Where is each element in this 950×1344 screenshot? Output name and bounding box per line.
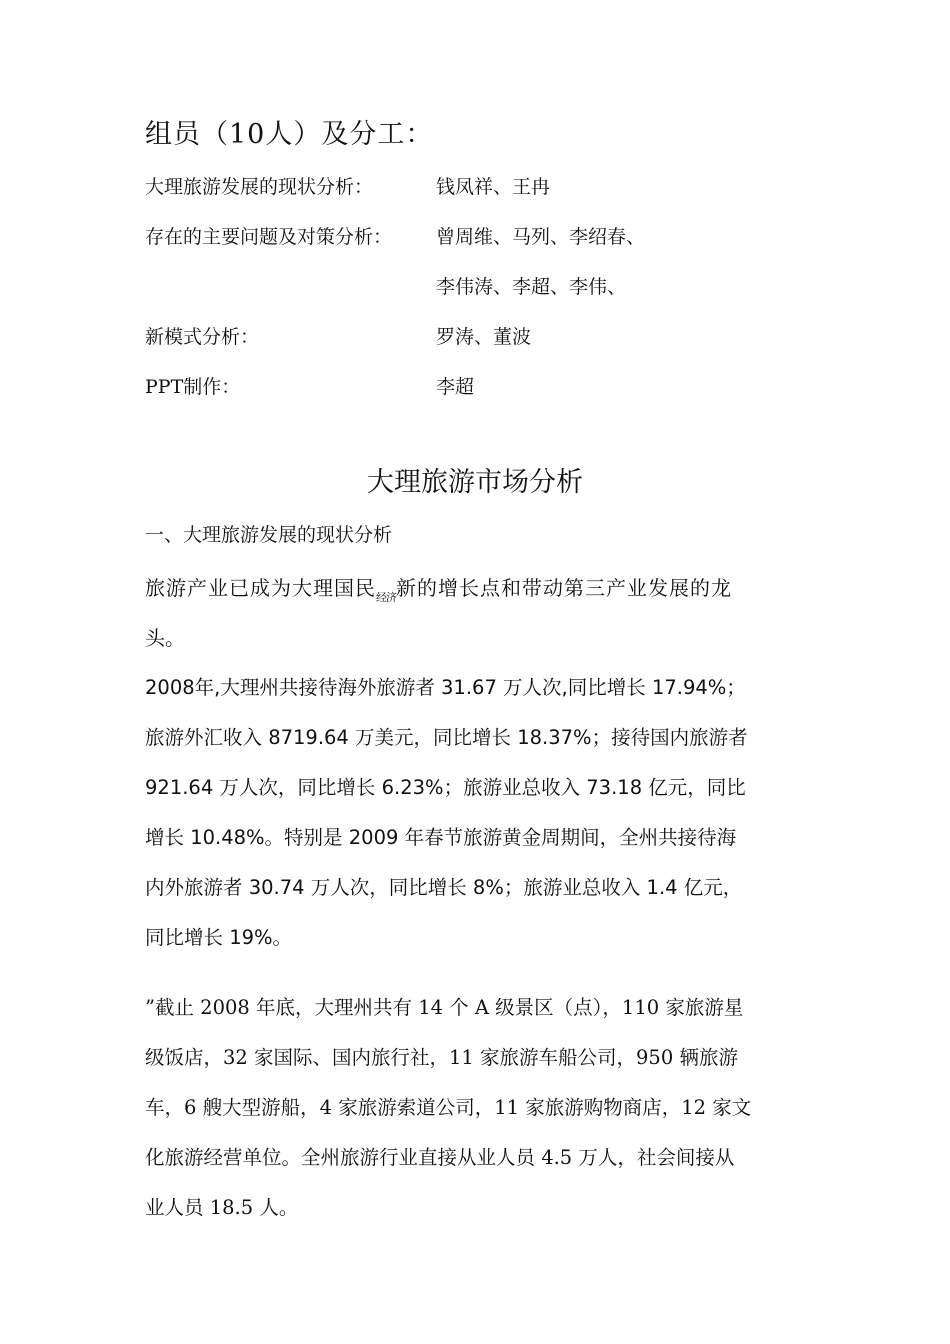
assignment-names: 李伟涛、李超、李伟、: [436, 276, 627, 298]
intro-text-before: 旅游产业已成为大理国民: [145, 576, 376, 600]
assignment-role: PPT制作：: [145, 376, 241, 398]
intro-small-note: 经济: [376, 591, 396, 604]
stats-line: 921.64 万人次，同比增长 6.23%；旅游业总收入 73.18 亿元，同比: [145, 776, 746, 799]
team-heading: 组员（10人）及分工：: [145, 119, 434, 150]
report-title: 大理旅游市场分析: [367, 467, 583, 498]
assignment-names: 曾周维、马列、李绍春、: [436, 226, 646, 248]
intro-line: 头。: [145, 626, 185, 650]
assignment-role: 存在的主要问题及对策分析：: [145, 226, 393, 248]
assignment-names: 李超: [436, 376, 475, 398]
stats-line: 2008年,大理州共接待海外旅游者 31.67 万人次,同比增长 17.94%；: [145, 676, 746, 699]
assignment-role: 新模式分析：: [145, 326, 260, 348]
stats-line: 同比增长 19%。: [145, 926, 293, 949]
intro-text-after: 新的增长点和带动第三产业发展的龙: [396, 576, 732, 600]
facilities-line: 化旅游经营单位。全州旅游行业直接从业人员 4.5 万人，社会间接从: [145, 1146, 735, 1169]
section-heading: 一、大理旅游发展的现状分析: [145, 524, 393, 546]
facilities-line: 车，6 艘大型游船，4 家旅游索道公司，11 家旅游购物商店，12 家文: [145, 1096, 752, 1119]
facilities-line: ”截止 2008 年底，大理州共有 14 个 A 级景区（点），110 家旅游星: [145, 996, 744, 1019]
stats-line: 增长 10.48%。特别是 2009 年春节旅游黄金周期间，全州共接待海: [145, 826, 737, 849]
assignment-names: 钱凤祥、王冉: [436, 176, 551, 198]
stats-line: 旅游外汇收入 8719.64 万美元，同比增长 18.37%；接待国内旅游者: [145, 726, 748, 749]
facilities-line: 级饭店，32 家国际、国内旅行社，11 家旅游车船公司，950 辆旅游: [145, 1046, 738, 1069]
assignment-role: 大理旅游发展的现状分析：: [145, 176, 374, 198]
assignment-names: 罗涛、董波: [436, 326, 532, 348]
stats-line: 内外旅游者 30.74 万人次，同比增长 8%；旅游业总收入 1.4 亿元，: [145, 876, 743, 899]
intro-line: [145, 572, 732, 605]
facilities-line: 业人员 18.5 人。: [145, 1196, 299, 1219]
